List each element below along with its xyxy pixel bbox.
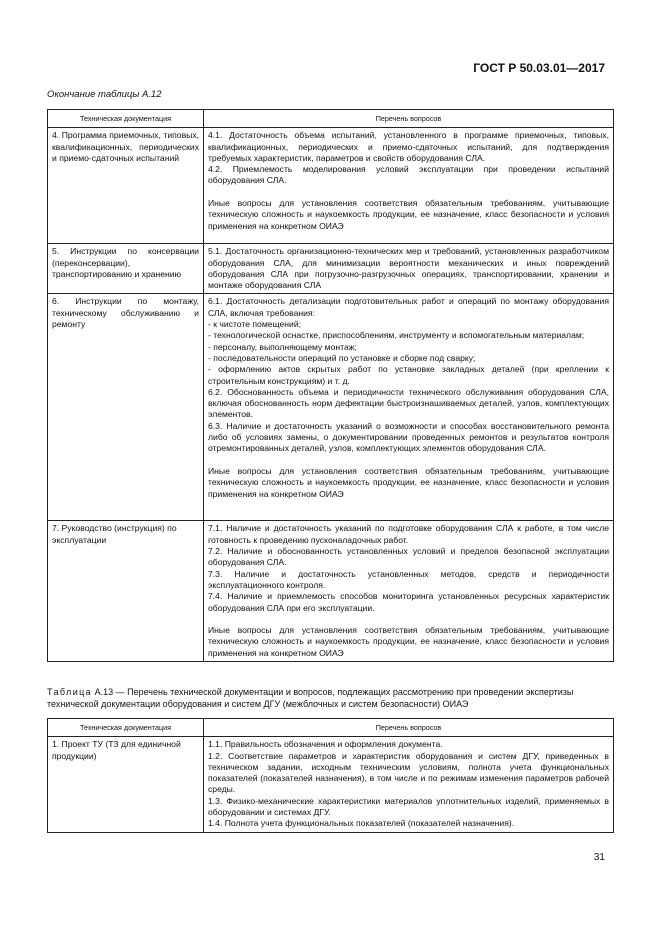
questions-cell: 4.1. Достаточность объема испытаний, установленного в программе приемочных, типовых, квалификационных, периодических и приемо-сдаточных испытаний, для подтверждения требуемых характеристик, параметров и свойств оборудования СЛА. 4.2. Приемлемость моделирования условий эксплуатации при проведении испытаний оборудования СЛА. Иные вопросы для установления соответствия обязательным требованиям, учитывающие техническую сложность и наукоемкость продукции, ее назначение, класс безопасности и условия применения на конкретном ОИАЭ bbox=[204, 128, 614, 244]
table-row bbox=[48, 521, 614, 662]
questions-cell: 5.1. Достаточность организационно-технических мер и требований, установленных разработчиком оборудования СЛА, для минимизации вероятности механических и иных повреждений оборудования СЛА при погрузочно-разгрузочных операциях, транспортировании, хранении и монтаже оборудования СЛА bbox=[204, 244, 614, 294]
table-caption: Окончание таблицы А.12 bbox=[47, 89, 162, 100]
questions-cell: 1.1. Правильность обозначения и оформления документа. 1.2. Соответствие параметров и характеристик оборудования и систем ДГУ, приведенных в техническом задании, исходным техническим условиям, полнота учета функциональных показателей (показателей назначения), в том числе и по режимам изменения параметров рабочей среды. 1.3. Физико-механические характеристики материалов уплотнительных изделий, применяемых в оборудовании и системах ДГУ. 1.4. Полнота учета функциональных показателей (показателей назначения). bbox=[204, 737, 614, 832]
doc-cell: 1. Проект ТУ (ТЗ для единичной продукции) bbox=[48, 737, 204, 832]
questions-cell: 7.1. Наличие и достаточность указаний по подготовке оборудования СЛА к работе, в том числе готовность к проведению пусконаладочных работ. 7.2. Наличие и обоснованность установленных условий и пределов безопасной эксплуатации оборудования СЛА. 7.3. Наличие и достаточность установленных методов, средств и периодичности эксплуатационного контроля. 7.4. Наличие и приемлемость способов мониторинга установленных ресурсных характеристик оборудования СЛА при его эксплуатации. Иные вопросы для установления соответствия обязательным требованиям, учитывающие техническую сложность и наукоемкость продукции, ее назначение, класс безопасности и условия применения на конкретном ОИАЭ bbox=[204, 521, 614, 662]
page-number: 31 bbox=[593, 852, 605, 863]
table-title-text: А.13 — Перечень технической документации и вопросов, подлежащих рассмотрению при проведении экспертизы технической документации оборудования и систем ДГУ (межблочных и систем безопасности) ОИАЭ bbox=[47, 687, 574, 709]
table-a13 bbox=[47, 718, 614, 833]
column-header-doc: Техническая документация bbox=[48, 110, 204, 128]
doc-cell: 7. Руководство (инструкция) по эксплуатации bbox=[48, 521, 204, 662]
table-header-row bbox=[48, 719, 614, 737]
table-row bbox=[48, 128, 614, 244]
table-label: Таблица bbox=[47, 687, 93, 697]
doc-cell: 6. Инструкции по монтажу, техническому обслуживанию и ремонту bbox=[48, 294, 204, 521]
table-a12 bbox=[47, 109, 614, 662]
table-header-row bbox=[48, 110, 614, 128]
column-header-questions: Перечень вопросов bbox=[204, 719, 614, 737]
table-title bbox=[47, 686, 614, 710]
table-row bbox=[48, 244, 614, 294]
column-header-questions: Перечень вопросов bbox=[204, 110, 614, 128]
table-row bbox=[48, 737, 614, 832]
doc-cell: 4. Программа приемочных, типовых, квалификационных, периодических и приемо-сдаточных испытаний bbox=[48, 128, 204, 244]
column-header-doc: Техническая документация bbox=[48, 719, 204, 737]
questions-cell: 6.1. Достаточность детализации подготовительных работ и операций по монтажу оборудования СЛА, включая требования: - к чистоте помещений; - технологической оснастке, приспособлениям, инструменту и вспомогательным материалам; - персоналу, выполняющему монтаж; - последовательности операций по установке и сборке под сварку; - оформлению актов скрытых работ по установке закладных деталей (при креплении к строительным конструкциям) и т. д. 6.2. Обоснованность объема и периодичности технического обслуживания оборудования СЛА, включая обоснованность норм дефектации быстроизнашиваемых деталей, узлов, комплектующих элементов. 6.3. Наличие и достаточность указаний о возможности и способах восстановительного ремонта либо об условиях замены, о документировании проведенных ремонтов и результатов контроля отремонтированных деталей, узлов, комплектующих элементов оборудования СЛА. Иные вопросы для установления соответствия обязательным требованиям, учитывающие техническую сложность и наукоемкость продукции, ее назначение, класс безопасности и условия применения на конкретном ОИАЭ bbox=[204, 294, 614, 521]
standard-designation: ГОСТ Р 50.03.01—2017 bbox=[473, 61, 605, 75]
doc-cell: 5. Инструкции по консервации (переконсервации), транспортированию и хранению bbox=[48, 244, 204, 294]
table-row bbox=[48, 294, 614, 521]
